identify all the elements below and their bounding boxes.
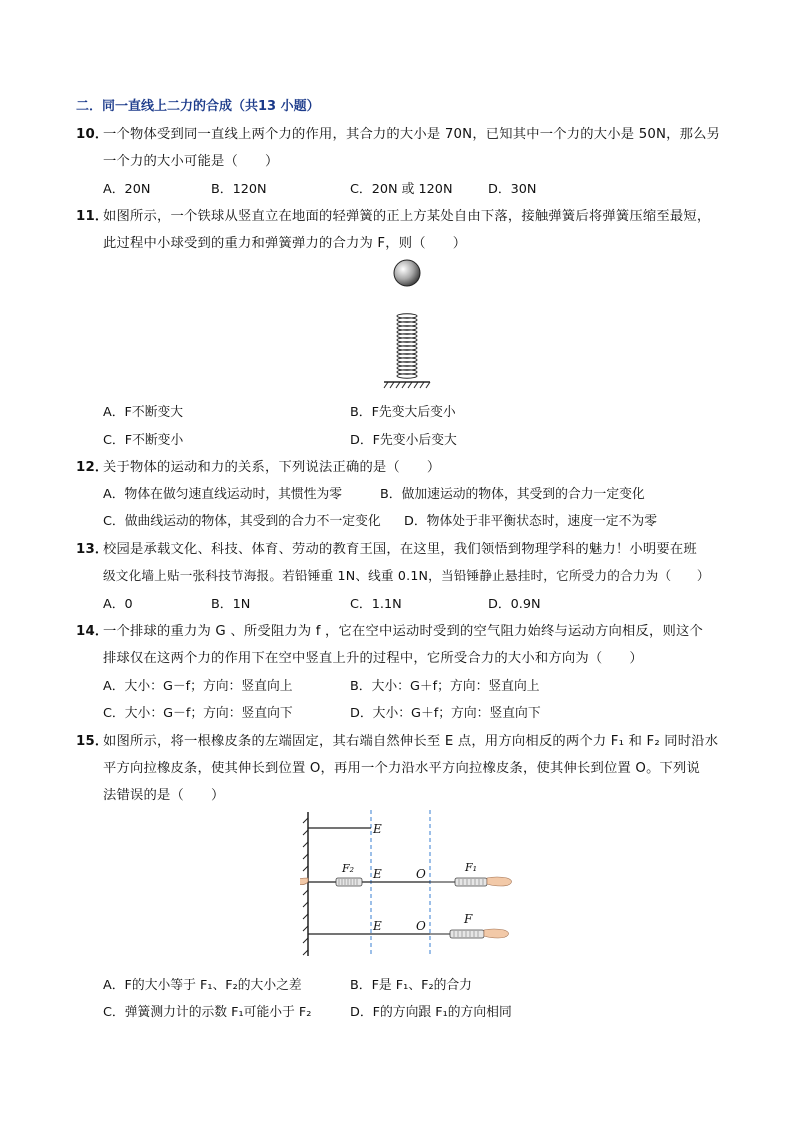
q13-number: 13．	[76, 542, 109, 557]
q10-option-a: A．20N	[103, 182, 151, 197]
label-e-row1: E	[373, 822, 382, 836]
q11-option-b: B．F先变大后变小	[350, 405, 456, 420]
ground-hatch	[384, 382, 430, 388]
q14-number: 14．	[76, 624, 109, 639]
q15-option-a: A．F的大小等于 F₁、F₂的大小之差	[103, 978, 302, 993]
label-o-row2: O	[416, 867, 426, 881]
label-e-row2: E	[373, 867, 382, 881]
q13-option-a: A．0	[103, 597, 133, 612]
q12-option-a: A．物体在做匀速直线运动时，其惯性为零	[103, 487, 343, 502]
ball-spring-figure	[376, 256, 436, 392]
q15-line-3: 法错误的是（ ）	[103, 788, 225, 803]
q11-number: 11．	[76, 209, 109, 224]
q11-line-2: 此过程中小球受到的重力和弹簧弹力的合力为 F，则（ ）	[103, 236, 467, 251]
q14-option-c: C．大小：G－f；方向：竖直向下	[103, 706, 293, 721]
spring-scale-f2	[336, 878, 362, 886]
label-e-row3: E	[373, 919, 382, 933]
q11-option-d: D．F先变小后变大	[350, 433, 457, 448]
hand-right-icon	[487, 877, 512, 886]
q14-line-1: 一个排球的重力为 G 、所受阻力为 f ，它在空中运动时受到的空气阻力始终与运动方向相反，则这个	[103, 624, 703, 639]
q11-line-1: 如图所示，一个铁球从竖直立在地面的轻弹簧的正上方某处自由下落，接触弹簧后将弹簧压缩至最短，	[103, 209, 711, 224]
q10-number: 10．	[76, 127, 109, 142]
label-f: F	[464, 912, 473, 926]
q10-option-d: D．30N	[488, 182, 537, 197]
iron-ball	[394, 260, 420, 286]
q10-line-2: 一个力的大小可能是（ ）	[103, 154, 279, 169]
q10-option-b: B．120N	[211, 182, 267, 197]
q12-line-1: 关于物体的运动和力的关系，下列说法正确的是（ ）	[103, 460, 441, 475]
q12-option-c: C．做曲线运动的物体，其受到的合力不一定变化	[103, 514, 381, 529]
q15-option-d: D．F的方向跟 F₁的方向相同	[350, 1005, 512, 1020]
hand-right-icon-row3	[484, 929, 509, 938]
rubber-band-figure	[300, 808, 525, 960]
q14-line-2: 排球仅在这两个力的作用下在空中竖直上升的过程中，它所受合力的大小和方向为（ ）	[103, 651, 643, 666]
spring-scale-f	[450, 930, 484, 938]
q15-line-2: 平方向拉橡皮条，使其伸长到位置 O，再用一个力沿水平方向拉橡皮条，使其伸长到位置 O。下列说	[103, 761, 701, 776]
q15-number: 15．	[76, 734, 109, 749]
q12-option-d: D．物体处于非平衡状态时，速度一定不为零	[404, 514, 657, 529]
q14-option-b: B．大小：G＋f；方向：竖直向上	[350, 679, 540, 694]
q15-option-b: B．F是 F₁、F₂的合力	[350, 978, 472, 993]
q13-option-d: D．0.9N	[488, 597, 541, 612]
label-f1: F₁	[465, 861, 478, 874]
q13-option-c: C．1.1N	[350, 597, 402, 612]
q13-line-2: 级文化墙上贴一张科技节海报。若铅锤重 1N、线重 0.1N，当铅锤静止悬挂时，它所受力的合力为（ ）	[103, 568, 710, 583]
q12-option-b: B．做加速运动的物体，其受到的合力一定变化	[380, 487, 645, 502]
q11-option-a: A．F不断变大	[103, 405, 184, 420]
q11-option-c: C．F不断变小	[103, 433, 184, 448]
q15-line-1: 如图所示，将一根橡皮条的左端固定，其右端自然伸长至 E 点，用方向相反的两个力 F₁ 和 F₂ 同时沿水	[103, 734, 719, 749]
hand-left-icon	[300, 878, 308, 885]
q13-option-b: B．1N	[211, 597, 251, 612]
q14-option-a: A．大小：G－f；方向：竖直向上	[103, 679, 293, 694]
q15-option-c: C．弹簧测力计的示数 F₁可能小于 F₂	[103, 1005, 312, 1020]
label-o-row3: O	[416, 919, 426, 933]
q12-number: 12．	[76, 460, 109, 475]
q14-option-d: D．大小：G＋f；方向：竖直向下	[350, 706, 541, 721]
section-heading: 二．同一直线上二力的合成（共13 小题）	[76, 99, 320, 114]
spring-coil	[397, 314, 417, 378]
q10-option-c: C．20N 或 120N	[350, 182, 453, 197]
label-f2: F₂	[342, 862, 355, 875]
q10-line-1: 一个物体受到同一直线上两个力的作用，其合力的大小是 70N，已知其中一个力的大小是 50N，那么另	[103, 127, 721, 142]
q13-line-1: 校园是承载文化、科技、体育、劳动的教育王国，在这里，我们领悟到物理学科的魅力！小明要在班	[103, 542, 697, 557]
